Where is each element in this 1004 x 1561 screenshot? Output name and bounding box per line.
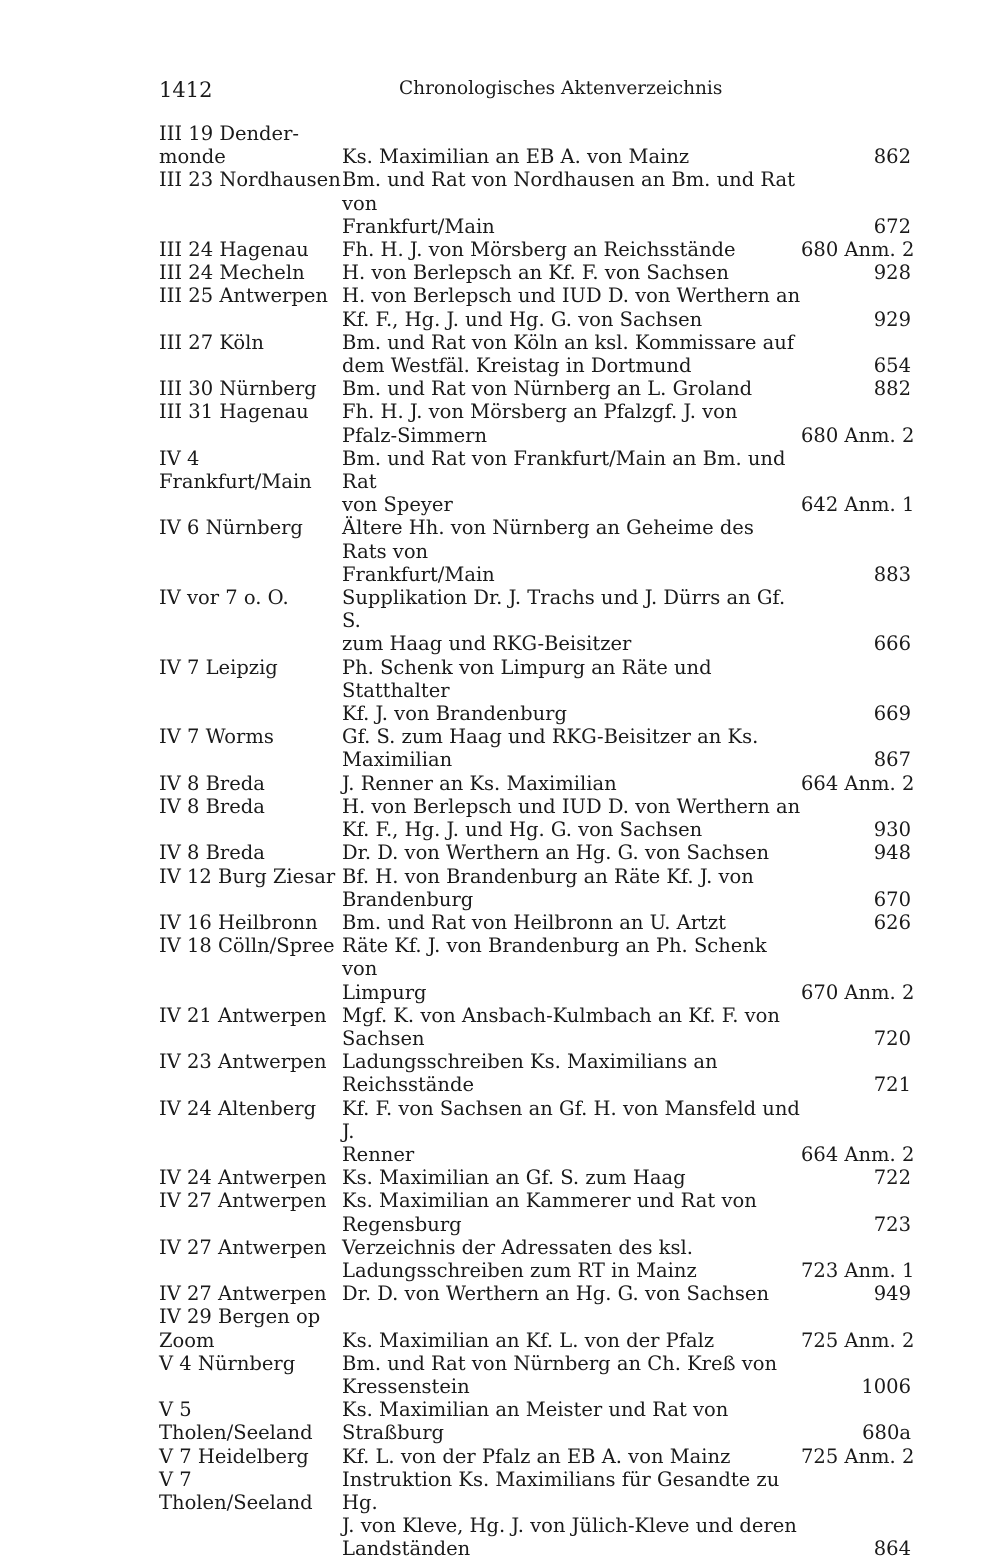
index-entry	[159, 446, 915, 517]
index-entry	[159, 771, 915, 795]
entry-description: Kf. L. von der Pfalz an EB A. von Mainz	[342, 1444, 731, 1468]
index-entry	[159, 284, 911, 330]
index-entry	[159, 865, 911, 911]
entry-place-date: IV 24 Altenberg	[159, 1096, 317, 1120]
entry-description: Instruktion Ks. Maximilians für Gesandte zu Hg. J. von Kleve, Hg. J. von Jülich-Kleve und deren Landständen	[342, 1467, 797, 1561]
index-entry	[159, 1468, 911, 1561]
entry-description: Fh. H. J. von Mörsberg an Reichsstände	[342, 238, 736, 262]
entry-description: Mgf. K. von Ansbach-Kulmbach an Kf. F. von Sachsen	[342, 1003, 780, 1050]
index-entry	[159, 516, 911, 586]
entry-description: Bm. und Rat von Frankfurt/Main an Bm. und Rat von Speyer	[342, 446, 786, 517]
entry-reference: 725 Anm. 2	[801, 1444, 915, 1468]
entry-reference: 722	[873, 1166, 911, 1190]
entry-description: Ladungsschreiben Ks. Maximilians an Reichsstände	[342, 1050, 718, 1097]
index-entry	[159, 1444, 915, 1468]
entry-reference: 642 Anm. 1	[801, 493, 915, 517]
entry-description: Ks. Maximilian an Meister und Rat von Straßburg	[342, 1398, 729, 1445]
entry-reference: 664 Anm. 2	[801, 1142, 915, 1166]
entry-reference: 680a	[862, 1421, 911, 1445]
entry-description: H. von Berlepsch und IUD D. von Werthern an Kf. F., Hg. J. und Hg. G. von Sachsen	[342, 284, 801, 331]
entry-reference: 670 Anm. 2	[801, 980, 915, 1004]
entry-place-date: III 19 Dender- monde	[159, 122, 299, 169]
index-entry	[159, 400, 915, 447]
entry-reference: 1006	[861, 1374, 911, 1398]
entry-place-date: V 5 Tholen/Seeland	[159, 1398, 313, 1445]
index-entry	[159, 795, 911, 841]
entry-reference: 930	[873, 818, 911, 842]
entry-place-date: III 30 Nürnberg	[159, 377, 317, 401]
entry-place-date: V 7 Heidelberg	[159, 1444, 309, 1468]
entry-reference: 882	[873, 377, 911, 401]
entry-place-date: IV 8 Breda	[159, 841, 265, 865]
entry-description: Ks. Maximilian an EB A. von Mainz	[342, 145, 690, 169]
entry-description: Ältere Hh. von Nürnberg an Geheime des Rats von Frankfurt/Main	[342, 516, 754, 586]
index-entry	[159, 331, 911, 377]
entry-description: Verzeichnis der Adressaten des ksl. Ladungsschreiben zum RT in Mainz	[342, 1235, 697, 1282]
entry-description: Kf. F. von Sachsen an Gf. H. von Mansfeld und J. Renner	[342, 1096, 800, 1166]
entry-reference: 862	[873, 145, 911, 169]
entry-place-date: IV 4 Frankfurt/Main	[159, 446, 312, 494]
index-entry	[159, 1398, 911, 1444]
entry-description: Supplikation Dr. J. Trachs und J. Dürrs an Gf. S. zum Haag und RKG-Beisitzer	[342, 586, 786, 656]
entry-place-date: IV 7 Worms	[159, 725, 274, 749]
entry-place-date: IV 29 Bergen op Zoom	[159, 1305, 321, 1352]
entry-place-date: III 31 Hagenau	[159, 400, 309, 424]
entry-place-date: IV 27 Antwerpen	[159, 1235, 327, 1259]
entry-reference: 725 Anm. 2	[801, 1328, 915, 1352]
entry-description: Bf. H. von Brandenburg an Räte Kf. J. von Brandenburg	[342, 864, 754, 911]
entry-description: Ph. Schenk von Limpurg an Räte und Statthalter Kf. J. von Brandenburg	[342, 655, 712, 726]
index-entry	[159, 656, 911, 726]
entry-description: H. von Berlepsch an Kf. F. von Sachsen	[342, 261, 729, 285]
entry-description: Fh. H. J. von Mörsberg an Pfalzgf. J. von Pfalz-Simmern	[342, 400, 738, 447]
entry-description: Bm. und Rat von Nordhausen an Bm. und Rat von Frankfurt/Main	[342, 168, 795, 238]
index-entry	[159, 586, 911, 656]
entry-place-date: IV 7 Leipzig	[159, 655, 278, 679]
index-entry	[159, 841, 911, 864]
entry-reference: 723	[873, 1212, 911, 1236]
index-entry	[159, 377, 911, 400]
entry-description: Bm. und Rat von Nürnberg an Ch. Kreß von Kressenstein	[342, 1351, 778, 1398]
entry-reference: 670	[873, 887, 911, 911]
entry-reference: 949	[873, 1282, 911, 1306]
entry-place-date: IV 27 Antwerpen	[159, 1189, 327, 1213]
entry-place-date: IV vor 7 o. O.	[159, 586, 289, 610]
entry-reference: 867	[873, 748, 911, 772]
entry-place-date: V 7 Tholen/Seeland	[159, 1467, 313, 1514]
entry-place-date: IV 21 Antwerpen	[159, 1003, 327, 1027]
entry-place-date: IV 24 Antwerpen	[159, 1166, 327, 1190]
entry-place-date: V 4 Nürnberg	[159, 1351, 296, 1375]
page-number: 1412	[159, 78, 213, 102]
running-title: Chronologisches Aktenverzeichnis	[399, 78, 723, 99]
entry-description: Bm. und Rat von Köln an ksl. Kommissare auf dem Westfäl. Kreistag in Dortmund	[342, 330, 795, 378]
page-header	[159, 78, 911, 106]
entry-description: Dr. D. von Werthern an Hg. G. von Sachsen	[342, 841, 770, 865]
entry-reference: 626	[873, 910, 911, 934]
entry-reference: 672	[873, 214, 911, 238]
index-entry	[159, 1096, 915, 1167]
index-entry	[159, 1305, 915, 1352]
entry-description: Ks. Maximilian an Kammerer und Rat von Regensburg	[342, 1189, 757, 1236]
index-entry	[159, 238, 915, 262]
entry-reference: 680 Anm. 2	[801, 238, 915, 262]
entry-reference: 720	[873, 1026, 911, 1050]
entry-reference: 664 Anm. 2	[801, 771, 915, 795]
entry-reference: 864	[873, 1537, 911, 1561]
index-entry	[159, 1282, 911, 1305]
index-entry	[159, 261, 911, 284]
entry-place-date: III 27 Köln	[159, 330, 264, 354]
entry-place-date: III 23 Nordhausen	[159, 168, 341, 192]
entry-reference: 723 Anm. 1	[801, 1258, 915, 1282]
entry-reference: 928	[873, 261, 911, 285]
index-entry	[159, 934, 915, 1004]
index-entry	[159, 1235, 915, 1282]
entry-place-date: IV 8 Breda	[159, 794, 265, 818]
entry-description: Gf. S. zum Haag und RKG-Beisitzer an Ks. Maximilian	[342, 725, 759, 772]
index-entry	[159, 725, 911, 771]
entry-description: Ks. Maximilian an Gf. S. zum Haag	[342, 1166, 686, 1190]
index-entry	[159, 168, 911, 238]
entry-place-date: III 25 Antwerpen	[159, 284, 328, 308]
entry-description: Räte Kf. J. von Brandenburg an Ph. Schenk von Limpurg	[342, 934, 767, 1004]
entry-place-date: IV 18 Cölln/Spree	[159, 934, 335, 958]
entry-place-date: IV 6 Nürnberg	[159, 516, 303, 540]
entry-place-date: IV 12 Burg Ziesar	[159, 864, 336, 888]
index-entry	[159, 1352, 911, 1398]
entry-place-date: IV 23 Antwerpen	[159, 1050, 327, 1074]
index-entry	[159, 1004, 911, 1050]
index-entry	[159, 911, 911, 934]
entry-reference: 666	[873, 632, 911, 656]
index-entry	[159, 1166, 911, 1189]
index-entry	[159, 122, 911, 168]
entry-place-date: IV 16 Heilbronn	[159, 910, 318, 934]
entry-reference: 929	[873, 307, 911, 331]
entry-description: H. von Berlepsch und IUD D. von Werthern an Kf. F., Hg. J. und Hg. G. von Sachsen	[342, 794, 801, 842]
entry-reference: 669	[873, 702, 911, 726]
entry-place-date: III 24 Hagenau	[159, 238, 309, 262]
entry-reference: 721	[873, 1073, 911, 1097]
entry-place-date: IV 27 Antwerpen	[159, 1282, 327, 1306]
entry-place-date: III 24 Mecheln	[159, 261, 305, 285]
entry-reference: 654	[873, 354, 911, 378]
entry-place-date: IV 8 Breda	[159, 771, 265, 795]
entry-reference: 680 Anm. 2	[801, 423, 915, 447]
entry-reference: 883	[873, 562, 911, 586]
chronological-index	[159, 122, 915, 1561]
entry-description: Ks. Maximilian an Kf. L. von der Pfalz	[342, 1328, 715, 1352]
entry-description: Dr. D. von Werthern an Hg. G. von Sachsen	[342, 1282, 770, 1306]
entry-description: Bm. und Rat von Nürnberg an L. Groland	[342, 377, 753, 401]
entry-description: J. Renner an Ks. Maximilian	[342, 771, 617, 795]
entry-description: Bm. und Rat von Heilbronn an U. Artzt	[342, 910, 726, 934]
index-entry	[159, 1050, 911, 1096]
entry-reference: 948	[873, 841, 911, 865]
index-entry	[159, 1189, 911, 1235]
